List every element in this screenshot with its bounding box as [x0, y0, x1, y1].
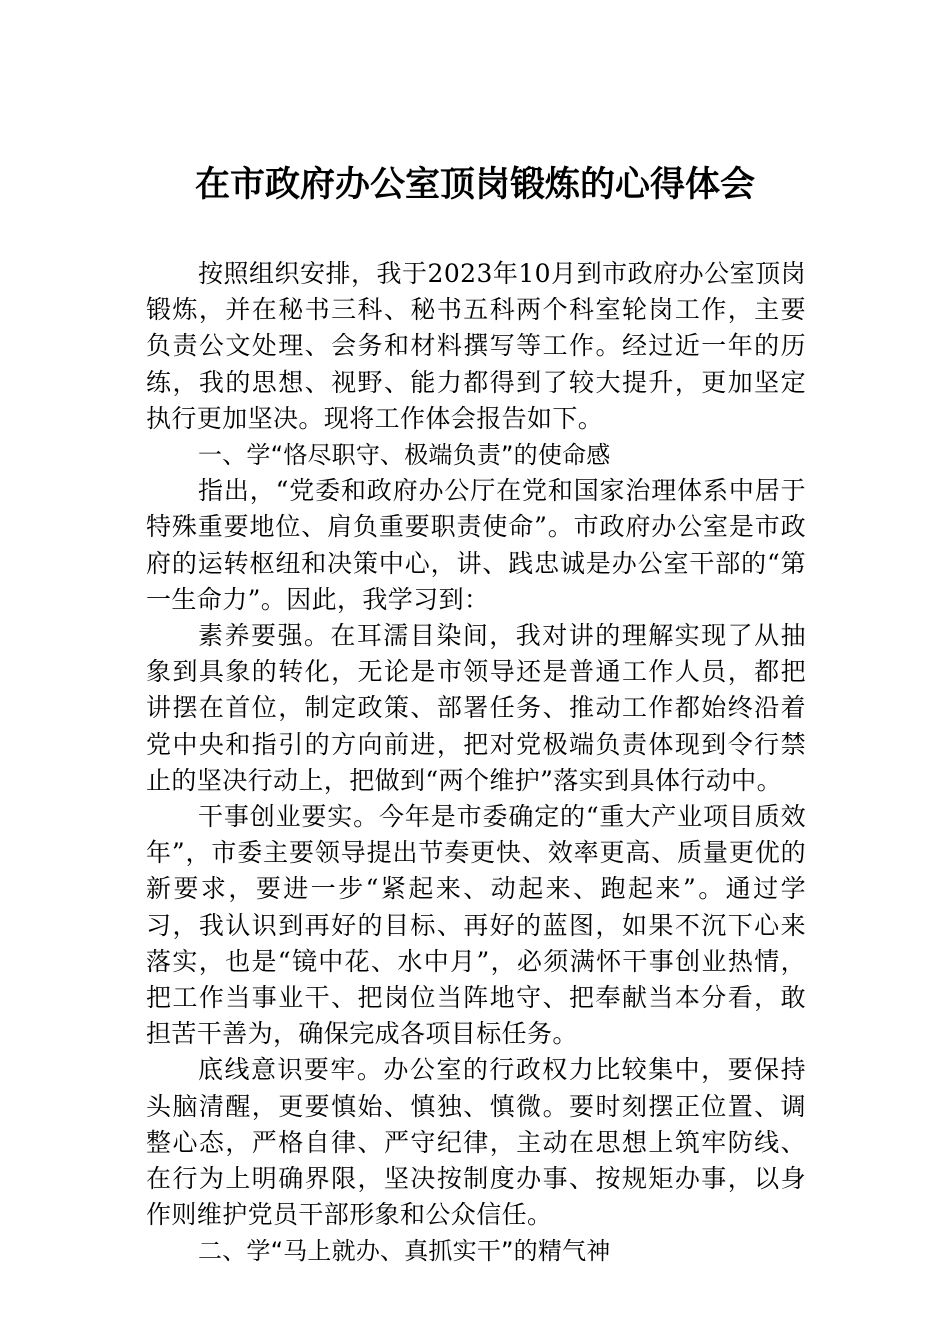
document-body — [146, 256, 806, 1270]
intro-paragraph: 按照组织安排，我于2023年10月到市政府办公室顶岗锻炼，并在秘书三科、秘书五科两个科室轮岗工作，主要负责公文处理、会务和材料撰写等工作。经过近一年的历练，我的思想、视野、能力都得到了较大提升，更加坚定执行更加坚决。现将工作体会报告如下。 — [146, 259, 806, 433]
paragraph-practical-work: 干事创业要实。今年是市委确定的“重大产业项目质效年”，市委主要领导提出节奏更快、效率更高、质量更优的新要求，要进一步“紧起来、动起来、跑起来”。通过学习，我认识到再好的目标、再好的蓝图，如果不沉下心来落实，也是“镜中花、水中月”，必须满怀干事创业热情，把工作当事业干、把岗位当阵地守、把奉献当本分看，敢担苦干善为，确保完成各项目标任务。 — [146, 802, 806, 1049]
document-title: 在市政府办公室顶岗锻炼的心得体会 — [194, 164, 755, 205]
section-heading-2: 二、学“马上就办、真抓实干”的精气神 — [198, 1237, 611, 1266]
paragraph-bottom-line: 底线意识要牢。办公室的行政权力比较集中，要保持头脑清醒，更要慎始、慎独、慎微。要时刻摆正位置、调整心态，严格自律、严守纪律，主动在思想上筑牢防线、在行为上明确界限，坚决按制度办事、按规矩办事，以身作则维护党员干部形象和公众信任。 — [146, 1055, 806, 1230]
paragraph-quote: 指出，“党委和政府办公厅在党和国家治理体系中居于特殊重要地位、肩负重要职责使命”。市政府办公室是市政府的运转枢纽和决策中心，讲、践忠诚是办公室干部的“第一生命力”。因此，我学习到： — [146, 476, 806, 614]
paragraph-literacy: 素养要强。在耳濡目染间，我对讲的理解实现了从抽象到具象的转化，无论是市领导还是普通工作人员，都把讲摆在首位，制定政策、部署任务、推动工作都始终沿着党中央和指引的方向前进，把对党极端负责体现到令行禁止的坚决行动上，把做到“两个维护”落实到具体行动中。 — [146, 621, 806, 795]
section-heading-1: 一、学“恪尽职守、极端负责”的使命感 — [198, 441, 611, 470]
